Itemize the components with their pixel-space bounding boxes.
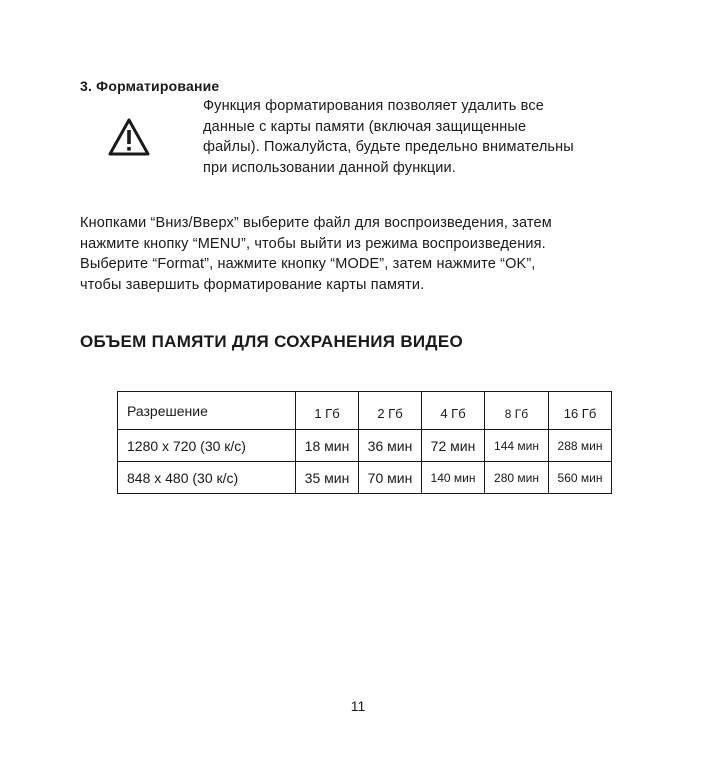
warning-line: данные с карты памяти (включая защищенные bbox=[203, 118, 527, 135]
table-cell: 848 x 480 (30 к/с) bbox=[118, 462, 296, 494]
memory-table bbox=[117, 391, 612, 494]
table-header-cell: Разрешение bbox=[118, 392, 296, 430]
table-cell: 280 мин bbox=[485, 462, 549, 494]
page-number: 11 bbox=[350, 698, 366, 714]
warning-text bbox=[203, 96, 663, 178]
warning-triangle-icon bbox=[107, 117, 151, 157]
section-heading: 3. Форматирование bbox=[80, 78, 220, 94]
table-header-cell: 1 Гб bbox=[296, 392, 359, 430]
instruction-line: чтобы завершить форматирование карты памяти. bbox=[80, 276, 425, 293]
instructions-paragraph bbox=[80, 213, 680, 295]
instruction-line: Выберите “Format”, нажмите кнопку “MODE”, затем нажмите “OK”, bbox=[80, 256, 536, 272]
table-cell: 144 мин bbox=[485, 430, 549, 462]
table-row bbox=[118, 462, 612, 494]
table-header-cell: 2 Гб bbox=[359, 392, 422, 430]
warning-line: при использовании данной функции. bbox=[203, 159, 456, 176]
table-cell: 70 мин bbox=[359, 462, 422, 494]
table-cell: 72 мин bbox=[422, 430, 485, 462]
table-header-cell: 16 Гб bbox=[549, 392, 612, 430]
memory-heading: ОБЪЕМ ПАМЯТИ ДЛЯ СОХРАНЕНИЯ ВИДЕО bbox=[80, 332, 463, 351]
table-row bbox=[118, 430, 612, 462]
table-cell: 560 мин bbox=[549, 462, 612, 494]
table-cell: 288 мин bbox=[549, 430, 612, 462]
table-cell: 18 мин bbox=[296, 430, 359, 462]
table-header-cell: 8 Гб bbox=[485, 392, 549, 430]
instruction-line: Кнопками “Вниз/Вверх” выберите файл для воспроизведения, затем bbox=[80, 215, 552, 231]
warning-line: Функция форматирования позволяет удалить все bbox=[203, 98, 544, 114]
table-header-cell: 4 Гб bbox=[422, 392, 485, 430]
table-cell: 140 мин bbox=[422, 462, 485, 494]
warning-line: файлы). Пожалуйста, будьте предельно внимательны bbox=[203, 139, 574, 155]
instruction-line: нажмите кнопку “MENU”, чтобы выйти из режима воспроизведения. bbox=[80, 235, 546, 252]
table-cell: 36 мин bbox=[359, 430, 422, 462]
table-cell: 35 мин bbox=[296, 462, 359, 494]
table-cell: 1280 x 720 (30 к/с) bbox=[118, 430, 296, 462]
table-header-row bbox=[118, 392, 612, 430]
